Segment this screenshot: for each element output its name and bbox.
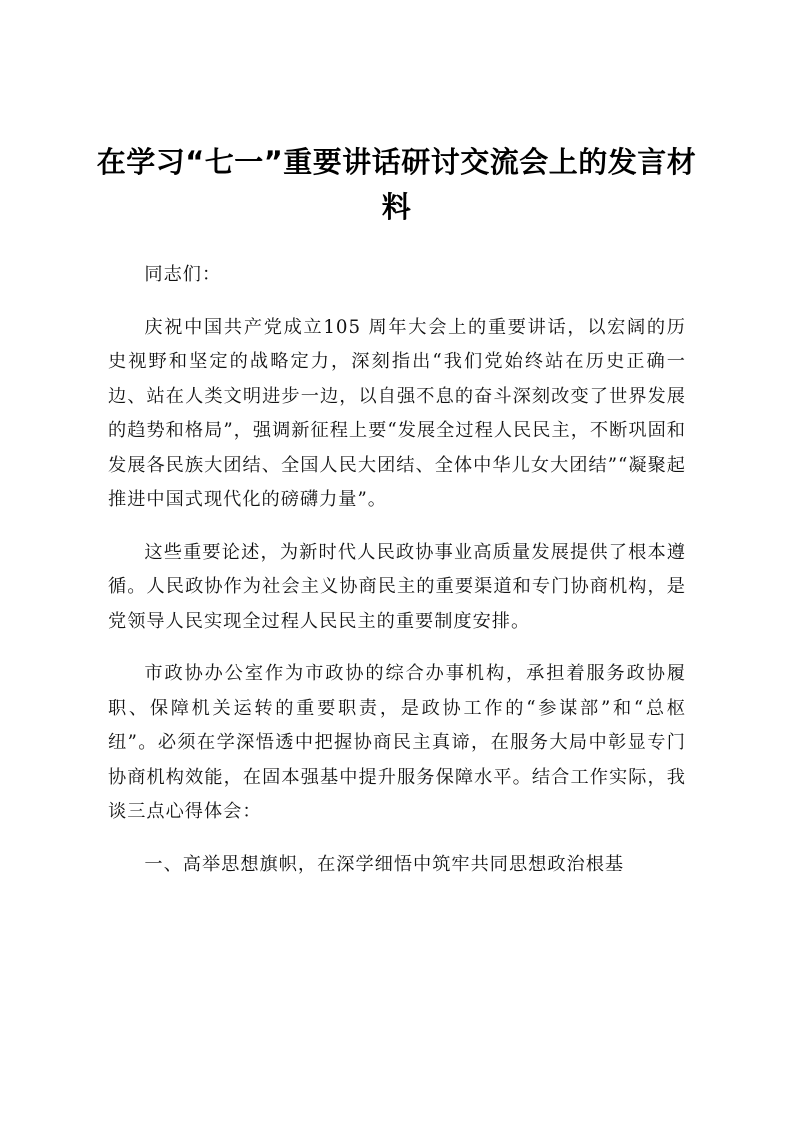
greeting: 同志们： bbox=[144, 264, 222, 285]
document-body bbox=[108, 258, 686, 900]
paragraph-3: 市政协办公室作为市政协的综合办事机构，承担着服务政协履职、保障机关运转的重要职责，是政协工作的“参谋部”和“总枢纽”。必须在学深悟透中把握协商民主真谛，在服务大局中彰显专门协商机构效能，在固本强基中提升服务保障水平。结合工作实际，我谈三点心得体会： bbox=[108, 663, 686, 822]
document-title: 在学习“七一”重要讲话研讨交流会上的发言材料 bbox=[96, 145, 697, 224]
section-heading-1: 一、高举思想旗帜，在深学细悟中筑牢共同思想政治根基 bbox=[144, 853, 625, 875]
paragraph-1: 庆祝中国共产党成立105 周年大会上的重要讲话，以宏阔的历史视野和坚定的战略定力，深刻指出“我们党始终站在历史正确一边、站在人类文明进步一边，以自强不息的奋斗深刻改变了世界发展的趋势和格局”，强调新征程上要“发展全过程人民民主，不断巩固和发展各民族大团结、全国人民大团结、全体中华儿女大团结”“凝聚起推进中国式现代化的磅礴力量”。 bbox=[108, 316, 686, 510]
paragraph-2: 这些重要论述，为新时代人民政协事业高质量发展提供了根本遵循。人民政协作为社会主义协商民主的重要渠道和专门协商机构，是党领导人民实现全过程人民民主的重要制度安排。 bbox=[108, 541, 686, 632]
